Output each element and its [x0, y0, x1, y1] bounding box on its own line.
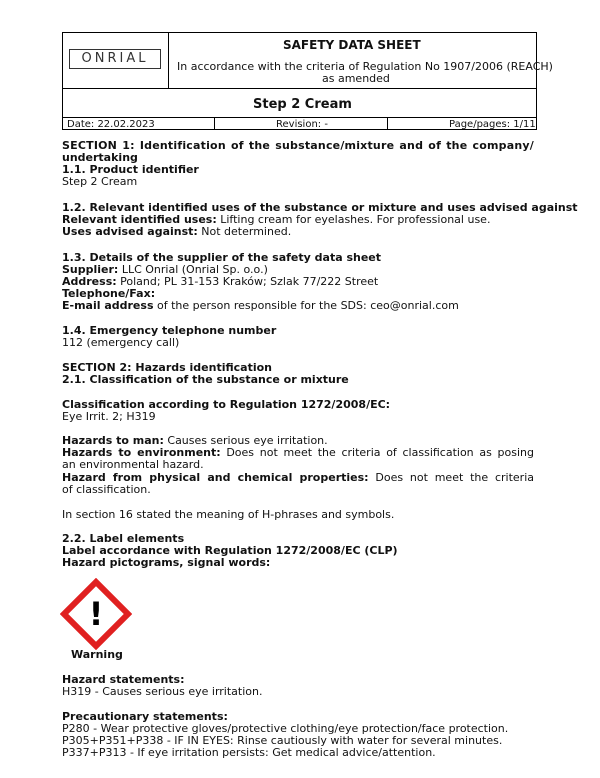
- section-1-2-title: 1.2. Relevant identified uses of the substance or mixture and uses advised against: [62, 201, 578, 214]
- hazards-to-environment-cont: an environmental hazard.: [62, 458, 204, 471]
- precautionary-statement: P280 - Wear protective gloves/protective clothing/eye protection/face protection.: [62, 722, 509, 735]
- revision-field: Revision: -: [276, 119, 328, 130]
- classification-value: Eye Irrit. 2; H319: [62, 410, 156, 423]
- telephone-label: Telephone/Fax:: [62, 287, 156, 300]
- email-label: E-mail address: [62, 299, 154, 312]
- address-value: Poland; PL 31-153 Kraków; Szlak 77/222 Street: [116, 275, 379, 288]
- hazards-to-man-value: Causes serious eye irritation.: [163, 434, 328, 447]
- section-1-1-title: 1.1. Product identifier: [62, 163, 199, 176]
- physical-hazard-cont: of classification.: [62, 483, 151, 496]
- pictogram-symbol: !: [88, 595, 104, 633]
- regulation-text-amended: as amended: [322, 72, 390, 85]
- product-identifier-value: Step 2 Cream: [62, 175, 138, 188]
- section-1-3-title: 1.3. Details of the supplier of the safety data sheet: [62, 251, 382, 264]
- supplier-label: Supplier:: [62, 263, 119, 276]
- classification-title: Classification according to Regulation 1272/2008/EC:: [62, 398, 391, 411]
- section-2-heading: SECTION 2: Hazards identification: [62, 361, 272, 374]
- hazard-statements-title: Hazard statements:: [62, 673, 185, 686]
- page-field: Page/pages: 1/11: [449, 119, 536, 130]
- hazard-statement: H319 - Causes serious eye irritation.: [62, 685, 263, 698]
- section-16-note: In section 16 stated the meaning of H-phrases and symbols.: [62, 508, 395, 521]
- signal-word: Warning: [71, 648, 123, 661]
- exclamation-mark-hazard-icon: [60, 578, 132, 650]
- date-field: Date: 22.02.2023: [67, 119, 155, 130]
- regulation-text: In accordance with the criteria of Regulation No 1907/2006 (REACH): [177, 60, 553, 73]
- uses-advised-line: [62, 225, 291, 238]
- precautionary-statement: P337+P313 - If eye irritation persists: Get medical advice/attention.: [62, 746, 436, 759]
- section-1-4-title: 1.4. Emergency telephone number: [62, 324, 277, 337]
- section-1-heading: SECTION 1: Identification of the substance/mixture and of the company/: [62, 139, 534, 152]
- physical-hazard-label: Hazard from physical and chemical properties:: [62, 471, 369, 484]
- hazards-to-environment-value: Does not meet the criteria of classification as posing: [220, 446, 534, 459]
- relevant-uses-value: Lifting cream for eyelashes. For professional use.: [216, 213, 491, 226]
- document-title: SAFETY DATA SHEET: [283, 38, 421, 52]
- relevant-uses-label: Relevant identified uses:: [62, 213, 217, 226]
- onrial-logo: ONRIAL: [69, 49, 161, 69]
- hazards-to-man-label: Hazards to man:: [62, 434, 164, 447]
- precautionary-statements-title: Precautionary statements:: [62, 710, 228, 723]
- section-2-2-title: 2.2. Label elements: [62, 532, 185, 545]
- precautionary-statement: P305+P351+P338 - IF IN EYES: Rinse cautiously with water for several minutes.: [62, 734, 503, 747]
- section-1-heading-cont: undertaking: [62, 151, 138, 164]
- email-line: [62, 299, 459, 312]
- email-value: of the person responsible for the SDS: ceo@onrial.com: [153, 299, 459, 312]
- emergency-number: 112 (emergency call): [62, 336, 180, 349]
- hazard-pictograms-title: Hazard pictograms, signal words:: [62, 556, 271, 569]
- uses-advised-label: Uses advised against:: [62, 225, 198, 238]
- product-name: Step 2 Cream: [253, 97, 352, 112]
- section-2-1-title: 2.1. Classification of the substance or mixture: [62, 373, 349, 386]
- hazards-to-environment-label: Hazards to environment:: [62, 446, 221, 459]
- address-label: Address:: [62, 275, 117, 288]
- uses-advised-value: Not determined.: [197, 225, 292, 238]
- label-accordance: Label accordance with Regulation 1272/2008/EC (CLP): [62, 544, 398, 557]
- supplier-value: LLC Onrial (Onrial Sp. o.o.): [118, 263, 268, 276]
- physical-hazard-value: Does not meet the criteria: [368, 471, 534, 484]
